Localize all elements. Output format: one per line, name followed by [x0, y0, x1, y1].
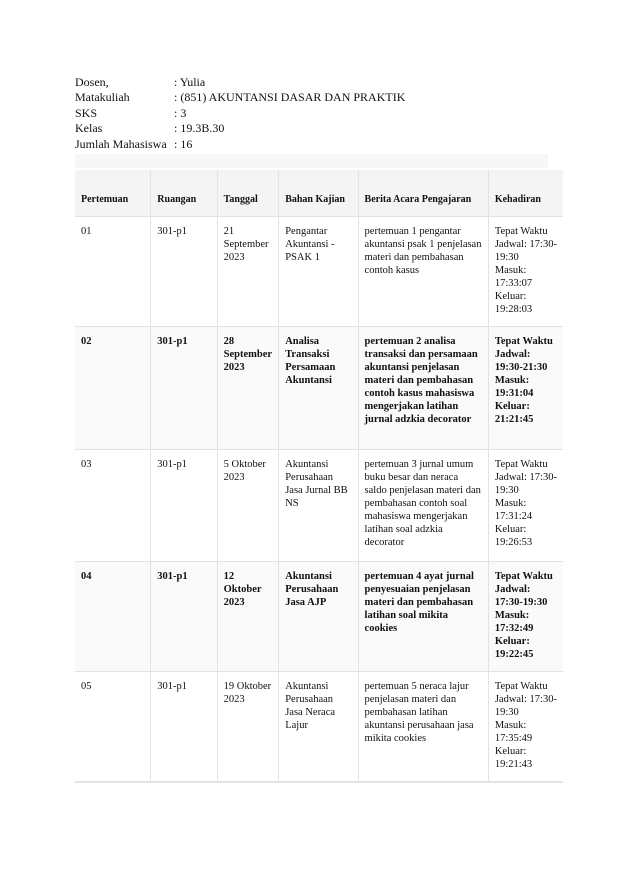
info-value: : (851) AKUNTANSI DASAR DAN PRAKTIK	[174, 90, 406, 105]
cell-kehadiran	[488, 217, 563, 327]
cell-pertemuan: 03	[75, 450, 151, 562]
cell-tanggal: 19 Oktober 2023	[217, 672, 279, 782]
cell-berita: pertemuan 5 neraca lajur penjelasan materi dan pembahasan latihan akuntansi perusahaan jasa mikita cookies	[358, 672, 488, 782]
cell-bahan: Pengantar Akuntansi - PSAK 1	[279, 217, 358, 327]
cell-bahan: Akuntansi Perusahaan Jasa AJP	[279, 562, 358, 672]
table-header-row	[75, 170, 563, 217]
cell-bahan: Akuntansi Perusahaan Jasa Jurnal BB NS	[279, 450, 358, 562]
column-header-ruangan: Ruangan	[151, 170, 217, 217]
info-value: : 16	[174, 136, 193, 151]
cell-ruangan: 301-p1	[151, 217, 217, 327]
cell-kehadiran	[488, 562, 563, 672]
info-value: : 3	[174, 105, 187, 120]
cell-berita: pertemuan 4 ayat jurnal penyesuaian penjelasan materi dan pembahasan latihan soal mikita cookies	[358, 562, 488, 672]
column-header-kehadiran: Kehadiran	[488, 170, 563, 217]
attendance-masuk: Masuk: 19:31:04	[494, 375, 534, 400]
attendance-masuk: Masuk: 17:35:49	[494, 720, 533, 745]
cell-tanggal: 21 September 2023	[217, 217, 279, 327]
info-row-sks	[75, 106, 565, 121]
cell-berita: pertemuan 2 analisa transaksi dan persamaan akuntansi penjelasan materi dan pembahasan contoh kasus mahasiswa mengerjakan latihan jurnal adzkia decorator	[358, 327, 488, 450]
info-value: : 19.3B.30	[174, 121, 225, 136]
course-info	[75, 75, 565, 152]
info-row-matakuliah	[75, 90, 565, 105]
cell-berita: pertemuan 3 jurnal umum buku besar dan neraca saldo penjelasan materi dan pembahasan contoh soal mahasiswa mengerjakan latihan soal adzkia decorator	[358, 450, 488, 562]
cell-pertemuan: 05	[75, 672, 151, 782]
attendance-status: Tepat Waktu	[494, 459, 548, 471]
cell-kehadiran	[488, 450, 563, 562]
attendance-masuk: Masuk: 17:32:49	[494, 610, 534, 635]
attendance-keluar: Keluar: 19:21:43	[494, 746, 533, 771]
attendance-status: Tepat Waktu	[494, 336, 553, 348]
cell-ruangan: 301-p1	[151, 327, 217, 450]
info-row-kelas	[75, 121, 565, 136]
info-label: SKS	[75, 105, 98, 120]
cell-tanggal: 28 September 2023	[217, 327, 279, 450]
cell-ruangan: 301-p1	[151, 450, 217, 562]
attendance-jadwal: Jadwal: 17:30-19:30	[494, 239, 557, 264]
header-divider	[75, 154, 548, 168]
info-label: Jumlah Mahasiswa	[75, 136, 167, 151]
column-header-tanggal: Tanggal	[217, 170, 279, 217]
info-row-dosen	[75, 75, 565, 90]
attendance-keluar: Keluar: 19:28:03	[494, 291, 533, 316]
table-row	[75, 217, 563, 327]
table-row	[75, 450, 563, 562]
attendance-jadwal: Jadwal: 17:30-19:30	[494, 472, 557, 497]
cell-pertemuan: 04	[75, 562, 151, 672]
table-row	[75, 327, 563, 450]
attendance-jadwal: Jadwal: 17:30-19:30	[494, 584, 548, 609]
table-row	[75, 562, 563, 672]
column-header-berita: Berita Acara Pengajaran	[358, 170, 488, 217]
attendance-status: Tepat Waktu	[494, 681, 548, 693]
table-row	[75, 672, 563, 782]
cell-berita: pertemuan 1 pengantar akuntansi psak 1 penjelasan materi dan pembahasan contoh kasus	[358, 217, 488, 327]
column-header-bahan: Bahan Kajian	[279, 170, 358, 217]
cell-ruangan: 301-p1	[151, 672, 217, 782]
info-label: Kelas	[75, 121, 103, 136]
attendance-status: Tepat Waktu	[494, 226, 548, 238]
cell-bahan: Analisa Transaksi Persamaan Akuntansi	[279, 327, 358, 450]
cell-kehadiran	[488, 672, 563, 782]
attendance-keluar: Keluar: 21:21:45	[494, 401, 534, 426]
attendance-masuk: Masuk: 17:33:07	[494, 265, 533, 290]
column-header-pertemuan: Pertemuan	[75, 170, 151, 217]
document-page	[75, 75, 565, 783]
cell-tanggal: 12 Oktober 2023	[217, 562, 279, 672]
info-value: : Yulia	[174, 75, 206, 89]
attendance-keluar: Keluar: 19:26:53	[494, 524, 533, 549]
cell-kehadiran	[488, 327, 563, 450]
info-row-jumlah	[75, 137, 565, 152]
attendance-jadwal: Jadwal: 17:30-19:30	[494, 694, 557, 719]
attendance-masuk: Masuk: 17:31:24	[494, 498, 533, 523]
attendance-status: Tepat Waktu	[494, 571, 553, 583]
info-label: Matakuliah	[75, 90, 130, 105]
cell-tanggal: 5 Oktober 2023	[217, 450, 279, 562]
cell-ruangan: 301-p1	[151, 562, 217, 672]
cell-pertemuan: 01	[75, 217, 151, 327]
cell-bahan: Akuntansi Perusahaan Jasa Neraca Lajur	[279, 672, 358, 782]
attendance-table	[75, 170, 563, 783]
attendance-jadwal: Jadwal: 19:30-21:30	[494, 349, 548, 374]
attendance-keluar: Keluar: 19:22:45	[494, 636, 534, 661]
cell-pertemuan: 02	[75, 327, 151, 450]
info-label: Dosen,	[75, 75, 109, 89]
